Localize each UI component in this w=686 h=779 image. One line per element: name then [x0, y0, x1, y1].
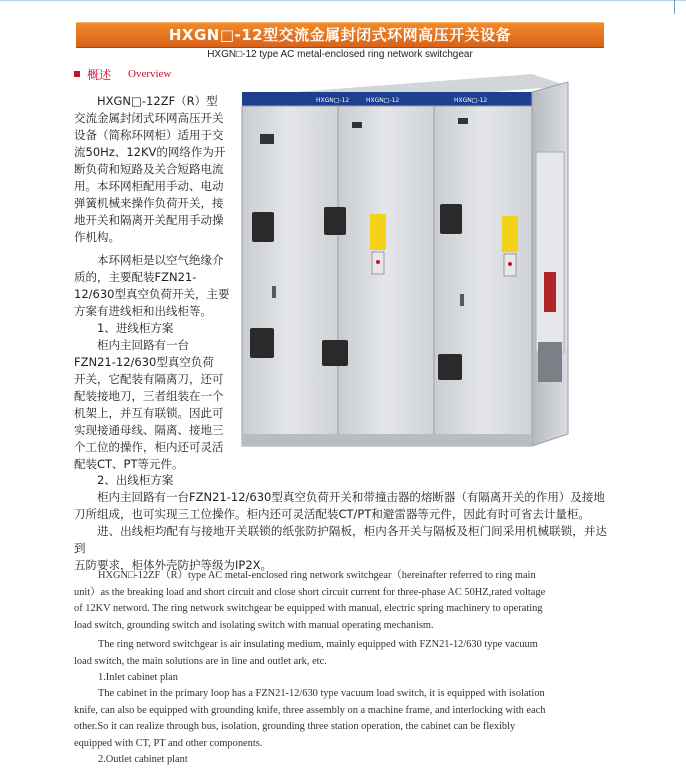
text-line: 配装CT、PT等元件。: [74, 457, 184, 471]
cabinet-base: [242, 434, 532, 446]
en-paragraph-2: [74, 637, 609, 670]
overview-heading-cn: 概述: [87, 68, 112, 82]
panel-label-3: HXGN□-12: [454, 97, 488, 104]
cn-paragraph-5: [74, 523, 607, 574]
meter-1: [260, 134, 274, 144]
cabinet-panel-1: [242, 106, 338, 446]
text-line: HXGN□-12ZF（R）型: [97, 94, 218, 108]
en-heading-inlet: [74, 670, 609, 687]
text-line: 断负荷和短路及关合短路电流: [74, 162, 224, 176]
overview-heading-en: Overview: [128, 68, 172, 80]
text-line: 刀所组成，也可实现三工位操作。柜内还可灵活配装CT/PT和避雷器等元件，因此有时可省去计量柜。: [74, 507, 590, 521]
viewing-window-3a: [440, 204, 462, 234]
cabinet-panel-3: [434, 106, 532, 446]
panel-label-2: HXGN□-12: [366, 97, 400, 104]
corner-mark-line: [674, 0, 675, 14]
section-heading: 2.Outlet cabinet plant: [98, 754, 188, 765]
en-heading-outlet: [74, 752, 609, 769]
title-banner: [76, 22, 604, 48]
section-heading: 2、出线柜方案: [97, 473, 174, 487]
operation-label-2: [370, 214, 386, 250]
cn-paragraph-4: [74, 489, 607, 523]
side-insulator-red: [544, 272, 556, 312]
text-line: 质的，主要配装FZN21-: [74, 270, 197, 284]
text-line: 作机构。: [74, 230, 120, 244]
text-line: 实现接通母线、隔离、接地三: [74, 423, 224, 437]
switchgear-cabinet-photo: [232, 62, 608, 458]
page-subtitle: HXGN□-12 type AC metal-enclosed ring network switchgear: [207, 49, 473, 60]
meter-2: [352, 122, 362, 128]
side-mechanism: [538, 342, 562, 382]
text-line: 弹簧机械来操作负荷开关，接: [74, 196, 224, 210]
cn-heading-outlet: [74, 472, 230, 489]
text-line: 地开关和隔离开关配用手动操: [74, 213, 224, 227]
text-line: FZN21-12/630型真空负荷: [74, 355, 214, 369]
cn-paragraph-1: [74, 93, 230, 246]
viewing-window-1b: [250, 328, 274, 358]
indicator-2: [376, 260, 380, 264]
section-heading: 1、进线柜方案: [97, 321, 174, 335]
text-line: 本环网柜是以空气绝缘介: [97, 253, 224, 267]
viewing-window-3b: [438, 354, 462, 380]
text-line: HXGN□-12ZF（R）type AC metal-enclosed ring network switchgear（hereinafter referred to ring main: [98, 570, 536, 581]
text-line: 进、出线柜均配有与接地开关联锁的纸张防护隔板，柜内各开关与隔板及柜门间采用机械联锁，并达到: [74, 524, 607, 555]
text-line: 柜内主回路有一台FZN21-12/630型真空负荷开关和带撞击器的熔断器（有隔离开关的作用）及接地: [97, 490, 605, 504]
text-line: 配装接地刀，三者组装在一个: [74, 389, 224, 403]
text-line: 流50Hz、12KV的网络作为开: [74, 145, 226, 159]
text-line: 12/630型真空负荷开关，主要: [74, 287, 230, 301]
door-handle-1: [272, 286, 276, 298]
meter-3: [458, 118, 468, 124]
text-line: unit）as the breaking load and short circuit and close short circuit current for three-phase AC 50HZ,rated voltage: [74, 586, 546, 598]
operation-label-3: [502, 216, 518, 252]
text-line: 方案有进线柜和出线柜等。: [74, 304, 212, 318]
text-line: The cabinet in the primary loop has a FZN21-12/630 type vacuum load switch, it is equipped with isolation: [98, 688, 545, 699]
top-border-line: [0, 0, 686, 1]
text-line: 五防要求，柜体外壳防护等级为IP2X。: [74, 558, 273, 572]
indicator-3: [508, 262, 512, 266]
cn-paragraph-3: [74, 337, 230, 473]
cabinet-side-interior: [536, 152, 564, 352]
text-line: other.So it can realize through bus, isolation, grounding three station operation, the cabinet can be flexibly: [74, 721, 516, 732]
text-line: load switch, grounding switch and isolating switch with manual operating mechanism.: [74, 619, 434, 631]
en-paragraph-1: [74, 568, 609, 634]
panel-label-1: HXGN□-12: [316, 97, 350, 104]
cn-paragraph-2: [74, 252, 230, 320]
viewing-window-2a: [324, 207, 346, 235]
viewing-window-1a: [252, 212, 274, 242]
text-line: 用。本环网柜配用手动、电动: [74, 179, 224, 193]
cabinet-panel-2: [338, 106, 434, 446]
text-line: 开关，它配装有隔离刀，还可: [74, 372, 224, 386]
text-line: of 12KV netword. The ring network switchgear be equipped with manual, electric spring machinery to operating: [74, 603, 543, 614]
viewing-window-2b: [322, 340, 348, 366]
text-line: 交流金属封闭式环网高压开关: [74, 111, 224, 125]
text-line: equipped with CT, PT and other components.: [74, 737, 263, 749]
section-bullet-icon: [74, 71, 80, 77]
cn-heading-inlet: [74, 320, 230, 337]
text-line: 柜内主回路有一台: [97, 338, 189, 352]
text-line: 机架上，并互有联锁。因此可: [74, 406, 224, 420]
text-line: knife, can also be equipped with grounding knife, three assembly on a machine frame, and interlocking with each: [74, 704, 546, 716]
text-line: 个工位的操作，柜内还可灵活: [74, 440, 224, 454]
en-paragraph-3: [74, 686, 609, 752]
text-line: 设备（简称环网柜）适用于交: [74, 128, 224, 142]
page-title: HXGN□-12型交流金属封闭式环网高压开关设备: [168, 26, 512, 44]
section-heading: 1.Inlet cabinet plan: [98, 672, 178, 683]
door-handle-3: [460, 294, 464, 306]
text-line: load switch, the main solutions are in line and outlet ark, etc.: [74, 655, 327, 667]
text-line: The ring netword switchgear is air insulating medium, mainly equipped with FZN21-12/630 type vacuum: [98, 639, 538, 650]
